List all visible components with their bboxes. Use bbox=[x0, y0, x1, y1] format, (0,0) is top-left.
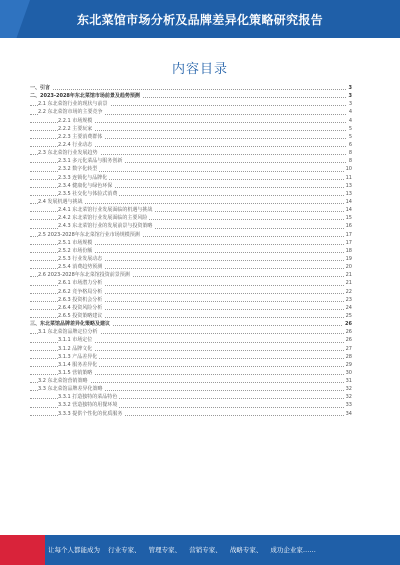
toc-entry-page: 29 bbox=[345, 361, 352, 368]
toc-entry[interactable] bbox=[30, 263, 352, 271]
toc-entry[interactable] bbox=[30, 198, 352, 206]
toc-entry-page: 33 bbox=[345, 402, 352, 409]
toc-entry-label: 3.2 东北菜馆营销策略 bbox=[38, 378, 88, 385]
toc-entry[interactable] bbox=[30, 296, 352, 304]
footer-item: 营销专家、 bbox=[189, 546, 222, 554]
toc-entry[interactable] bbox=[30, 247, 352, 255]
toc-entry[interactable] bbox=[30, 165, 352, 173]
toc-entry-label: 2.6.3 投资机会分析 bbox=[58, 296, 103, 303]
toc-entry-label: 2.5.3 行业发展动态 bbox=[58, 255, 103, 262]
toc-entry-page: 34 bbox=[345, 410, 352, 417]
toc-entry-label: 3.1.2 品牌文化 bbox=[58, 345, 93, 352]
toc-entry[interactable] bbox=[30, 174, 352, 182]
toc-entry-page: 32 bbox=[345, 394, 352, 401]
toc-entry-label: 3.1.3 产品差异化 bbox=[58, 353, 98, 360]
toc-entry-label: 2.4.1 东北菜馆行业发展面临的机遇与挑战 bbox=[58, 207, 153, 214]
toc-entry[interactable] bbox=[30, 108, 352, 116]
toc-entry-label: 2.3.1 多元化菜品与服务创新 bbox=[58, 158, 123, 165]
toc-entry-label: 三、东北菜馆品牌差异化策略及建议 bbox=[30, 321, 111, 328]
toc-entry[interactable] bbox=[30, 320, 352, 328]
toc-entry-page: 13 bbox=[345, 182, 352, 189]
toc-entry-label: 2.6.4 投资风险分析 bbox=[58, 304, 103, 311]
toc-entry[interactable] bbox=[30, 214, 352, 222]
toc-entry-label: 2.5.2 市场份额 bbox=[58, 247, 93, 254]
toc-entry-page: 4 bbox=[348, 109, 352, 116]
toc-entry-page: 3 bbox=[348, 93, 352, 100]
toc-entry[interactable] bbox=[30, 304, 352, 312]
footer-item: 管理专家、 bbox=[148, 546, 182, 554]
toc-entry-label: 2.4 发展机遇与挑战 bbox=[38, 198, 83, 205]
toc-entry[interactable] bbox=[30, 100, 352, 108]
toc-entry[interactable] bbox=[30, 141, 352, 149]
toc-entry[interactable] bbox=[30, 328, 352, 336]
toc-entry-page: 32 bbox=[345, 386, 352, 393]
toc-entry[interactable] bbox=[30, 190, 352, 198]
toc-entry-page: 24 bbox=[345, 304, 352, 311]
toc-entry-page: 8 bbox=[348, 158, 352, 165]
footer-item: 成功企业家…… bbox=[270, 546, 316, 554]
toc-entry-label: 二、2023-2028年东北菜馆市场前景及趋势预测 bbox=[30, 93, 140, 100]
toc-entry[interactable] bbox=[30, 377, 352, 385]
toc-entry-label: 2.6.2 竞争格局分析 bbox=[58, 288, 103, 295]
toc-entry-label: 2.6.1 市场潜力分析 bbox=[58, 280, 103, 287]
footer-item: 战略专家、 bbox=[229, 546, 263, 554]
toc-entry-label: 3.1.5 营销策略 bbox=[58, 369, 93, 376]
toc-entry-label: 2.5 2023-2028年东北菜馆行业市场规模预测 bbox=[38, 231, 140, 238]
toc-entry[interactable] bbox=[30, 401, 352, 409]
toc-entry-label: 2.5.1 市场规模 bbox=[58, 239, 93, 246]
toc-entry-label: 2.3.4 健康化与绿色环保 bbox=[58, 182, 113, 189]
toc-entry-page: 22 bbox=[345, 288, 352, 295]
footer-slogan bbox=[48, 535, 322, 565]
toc-entry-page: 17 bbox=[345, 231, 352, 238]
toc-entry[interactable] bbox=[30, 255, 352, 263]
toc-entry-page: 27 bbox=[345, 345, 352, 352]
toc-entry-label: 2.6.5 投资策略建议 bbox=[58, 312, 103, 319]
report-header bbox=[0, 0, 400, 38]
footer-banner bbox=[0, 535, 400, 565]
toc-entry-label: 3.3.3 提供个性化的优质服务 bbox=[58, 410, 123, 417]
footer-accent bbox=[0, 535, 45, 565]
toc-entry-page: 14 bbox=[345, 207, 352, 214]
toc-entry[interactable] bbox=[30, 312, 352, 320]
toc-entry[interactable] bbox=[30, 231, 352, 239]
toc-entry-page: 25 bbox=[345, 312, 352, 319]
toc-entry-label: 2.3.2 数字化转型 bbox=[58, 166, 98, 173]
toc-entry-label: 2.1 东北菜馆行业的现状与前景 bbox=[38, 101, 108, 108]
toc-entry-label: 3.3.2 营造独特的用餐环境 bbox=[58, 402, 118, 409]
toc-entry[interactable] bbox=[30, 336, 352, 344]
toc-entry-label: 一、引言 bbox=[30, 85, 51, 91]
toc-entry-label: 2.5.4 消费趋势预测 bbox=[58, 264, 103, 271]
toc-entry-page: 16 bbox=[345, 223, 352, 230]
toc-entry-page: 3 bbox=[348, 85, 352, 91]
toc-entry-label: 2.2.3 主要消费群体 bbox=[58, 133, 103, 140]
toc-entry-page: 6 bbox=[348, 141, 352, 148]
toc-entry-page: 10 bbox=[345, 166, 352, 173]
toc-entry[interactable] bbox=[30, 288, 352, 296]
toc-entry-label: 2.6 2023-2028年东北菜馆投资前景预测 bbox=[38, 272, 130, 279]
toc-entry-page: 23 bbox=[345, 296, 352, 303]
toc-entry-page: 13 bbox=[345, 190, 352, 197]
toc-entry[interactable] bbox=[30, 361, 352, 369]
toc-entry[interactable] bbox=[30, 385, 352, 393]
toc-entry-page: 15 bbox=[345, 215, 352, 222]
toc-entry-page: 21 bbox=[345, 280, 352, 287]
toc-entry[interactable] bbox=[30, 182, 352, 190]
toc-entry-label: 2.4.2 东北菜馆行业发展面临的主要风险 bbox=[58, 215, 148, 222]
toc-entry-page: 18 bbox=[345, 247, 352, 254]
toc-entry-page: 4 bbox=[348, 117, 352, 124]
toc-entry-page: 21 bbox=[345, 272, 352, 279]
toc-entry-page: 26 bbox=[345, 321, 352, 328]
toc-entry-page: 8 bbox=[348, 150, 352, 157]
toc-entry-page: 31 bbox=[345, 378, 352, 385]
toc-entry-page: 17 bbox=[345, 239, 352, 246]
toc-entry[interactable] bbox=[30, 410, 352, 418]
toc-entry-label: 3.1.1 市场定位 bbox=[58, 337, 93, 344]
toc-entry-page: 30 bbox=[345, 369, 352, 376]
toc-entry-page: 19 bbox=[345, 255, 352, 262]
toc-entry-page: 26 bbox=[345, 329, 352, 336]
table-of-contents bbox=[30, 84, 352, 418]
toc-entry[interactable] bbox=[30, 279, 352, 287]
toc-entry-label: 2.4.3 东北菜馆行业的发展前景与投资策略 bbox=[58, 223, 153, 230]
toc-entry-page: 3 bbox=[348, 101, 352, 108]
toc-entry-page: 26 bbox=[345, 337, 352, 344]
toc-entry[interactable] bbox=[30, 149, 352, 157]
toc-entry-label: 2.3 东北菜馆行业发展趋势 bbox=[38, 150, 98, 157]
toc-entry-page: 14 bbox=[345, 198, 352, 205]
report-title: 东北菜馆市场分析及品牌差异化策略研究报告 bbox=[76, 13, 323, 27]
toc-entry[interactable] bbox=[30, 133, 352, 141]
toc-entry-page: 28 bbox=[345, 353, 352, 360]
toc-entry[interactable] bbox=[30, 393, 352, 401]
toc-entry[interactable] bbox=[30, 345, 352, 353]
toc-entry-page: 5 bbox=[348, 133, 352, 140]
footer-intro: 让每个人都能成为 bbox=[48, 546, 100, 554]
toc-leader-dots bbox=[30, 89, 346, 90]
toc-entry[interactable] bbox=[30, 206, 352, 214]
toc-entry-label: 3.3 东北菜馆品牌差异化策略 bbox=[38, 386, 103, 393]
toc-entry[interactable] bbox=[30, 222, 352, 230]
toc-entry-label: 2.2 东北菜馆市场的主要竞争 bbox=[38, 109, 103, 116]
toc-entry-page: 5 bbox=[348, 125, 352, 132]
toc-title: 内容目录 bbox=[171, 62, 228, 77]
toc-entry-label: 2.2.4 行业动态 bbox=[58, 141, 93, 148]
toc-entry[interactable] bbox=[30, 271, 352, 279]
toc-entry-page: 11 bbox=[345, 174, 352, 181]
toc-entry-label: 3.3.1 打造独特的菜品特色 bbox=[58, 394, 118, 401]
toc-entry[interactable] bbox=[30, 239, 352, 247]
toc-entry[interactable] bbox=[30, 369, 352, 377]
toc-entry[interactable] bbox=[30, 125, 352, 133]
toc-entry-label: 3.1.4 服务差异化 bbox=[58, 361, 98, 368]
toc-entry-label: 3.1 东北菜馆品牌定位分析 bbox=[38, 329, 98, 336]
toc-entry[interactable] bbox=[30, 157, 352, 165]
toc-entry-label: 2.3.5 社交化与体验式消费 bbox=[58, 190, 118, 197]
toc-entry-label: 2.2.1 市场规模 bbox=[58, 117, 93, 124]
toc-entry[interactable] bbox=[30, 92, 352, 100]
toc-entry-label: 2.3.3 连锁化与品牌化 bbox=[58, 174, 108, 181]
toc-entry[interactable] bbox=[30, 84, 352, 92]
toc-entry[interactable] bbox=[30, 117, 352, 125]
toc-entry-label: 2.2.2 主要玩家 bbox=[58, 125, 93, 132]
toc-entry[interactable] bbox=[30, 353, 352, 361]
toc-entry-page: 20 bbox=[345, 264, 352, 271]
footer-item: 行业专家、 bbox=[108, 546, 141, 554]
